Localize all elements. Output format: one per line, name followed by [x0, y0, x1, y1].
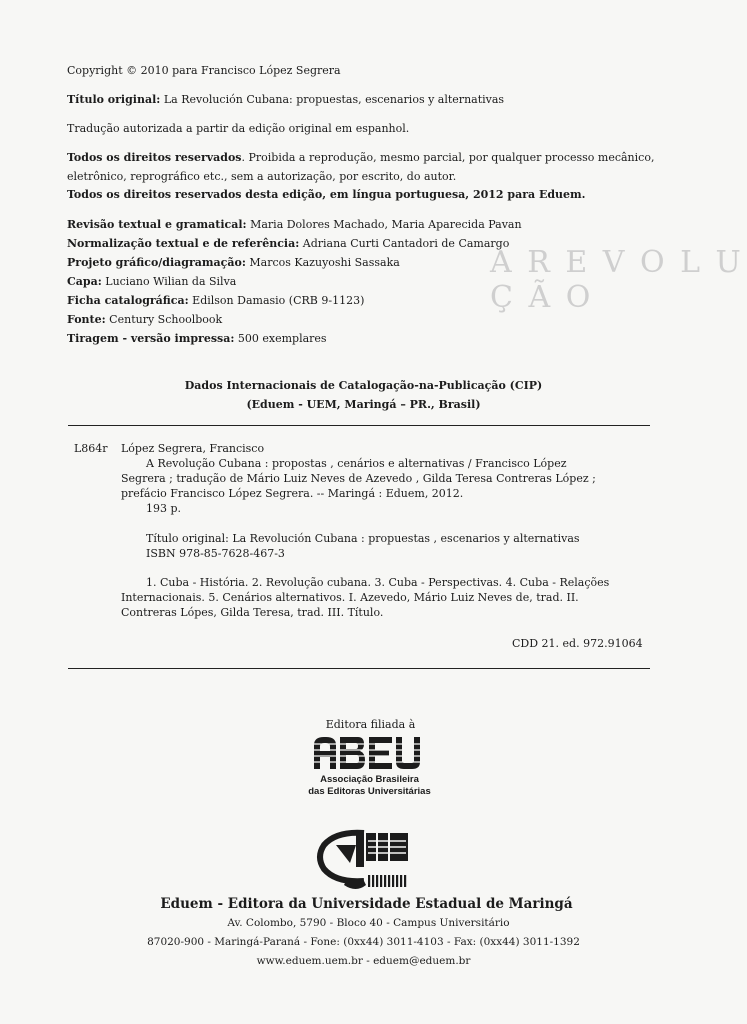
- credit-label: Capa:: [67, 275, 102, 288]
- publisher-web: www.eduem.uem.br - eduem@eduem.br: [256, 955, 471, 967]
- cip-entry-line: Segrera ; tradução de Mário Luiz Neves de Azevedo , Gilda Teresa Contreras López ;: [121, 472, 596, 485]
- credit-label: Normalização textual e de referência:: [67, 237, 300, 250]
- cip-top-rule: [68, 425, 650, 426]
- credit-normalization: [67, 234, 667, 253]
- rights-line-2: eletrônico, reprográfico etc., sem a autorização, por escrito, do autor.: [67, 170, 457, 183]
- cip-note-isbn: ISBN 978-85-7628-467-3: [146, 547, 285, 560]
- cip-header-line-1: Dados Internacionais de Catalogação-na-Publicação (CIP): [184, 379, 543, 392]
- cip-cdd: CDD 21. ed. 972.91064: [512, 637, 643, 650]
- credit-font: [67, 310, 667, 329]
- uem-logo: [316, 827, 416, 893]
- credit-value: Luciano Wilian da Silva: [101, 275, 237, 288]
- cip-call-number: L864r: [74, 442, 108, 455]
- credit-value: Maria Dolores Machado, Maria Aparecida Pavan: [246, 218, 522, 231]
- affiliation-label: Editora filiada à: [325, 718, 416, 731]
- credit-catalog-card: [67, 291, 667, 310]
- credit-value: Century Schoolbook: [105, 313, 223, 326]
- cip-entry-line: prefácio Francisco López Segrera. -- Maringá : Eduem, 2012.: [121, 487, 464, 500]
- copyright-line: Copyright © 2010 para Francisco López Segrera: [67, 64, 341, 77]
- credit-cover: [67, 272, 667, 291]
- credit-value: 500 exemplares: [234, 332, 327, 345]
- rights-line-1: [67, 151, 654, 164]
- original-title-value: La Revolución Cubana: propuestas, escenarios y alternativas: [160, 93, 505, 106]
- rights-line1-rest: . Proibida a reprodução, mesmo parcial, por qualquer processo mecânico,: [241, 151, 655, 164]
- bleed-through-text: A R E V O L U Ç Ã O: [490, 245, 744, 315]
- credit-label: Revisão textual e gramatical:: [67, 218, 247, 231]
- original-title-line: [67, 93, 504, 106]
- cip-entry-line: A Revolução Cubana : propostas , cenários e alternativas / Francisco López: [146, 457, 567, 470]
- cip-bottom-rule: [68, 668, 650, 669]
- original-title-label: Título original:: [67, 93, 161, 106]
- credit-print-run: [67, 329, 667, 348]
- credit-label: Fonte:: [67, 313, 106, 326]
- credit-label: Tiragem - versão impressa:: [67, 332, 235, 345]
- credit-graphic-design: [67, 253, 667, 272]
- credit-revision: [67, 215, 667, 234]
- publisher-contact: 87020-900 - Maringá-Paraná - Fone: (0xx44) 3011-4103 - Fax: (0xx44) 3011-1392: [147, 936, 580, 948]
- cip-header-line-2: (Eduem - UEM, Maringá – PR., Brasil): [246, 398, 481, 411]
- rights-line-3: Todos os direitos reservados desta edição, em língua portuguesa, 2012 para Eduem.: [67, 188, 586, 201]
- cip-pages: 193 p.: [146, 502, 182, 515]
- cip-note-original-title: Título original: La Revolución Cubana : propuestas , escenarios y alternativas: [146, 532, 580, 545]
- abeu-logo: [312, 735, 422, 771]
- publisher-name: Eduem - Editora da Universidade Estadual de Maringá: [160, 896, 573, 912]
- abeu-name-line-2: das Editoras Universitárias: [308, 786, 431, 797]
- credit-label: Ficha catalográfica:: [67, 294, 189, 307]
- cip-subject-line: 1. Cuba - História. 2. Revolução cubana. 3. Cuba - Perspectivas. 4. Cuba - Relações: [146, 576, 610, 589]
- publisher-address: Av. Colombo, 5790 - Bloco 40 - Campus Universitário: [227, 917, 510, 929]
- cip-author: López Segrera, Francisco: [121, 442, 265, 455]
- rights-label: Todos os direitos reservados: [67, 151, 242, 164]
- credit-value: Edilson Damasio (CRB 9-1123): [188, 294, 365, 307]
- translation-note: Tradução autorizada a partir da edição original em espanhol.: [67, 122, 410, 135]
- abeu-name-line-1: Associação Brasileira: [320, 774, 419, 785]
- cip-subject-line: Internacionais. 5. Cenários alternativos. I. Azevedo, Mário Luiz Neves de, trad. II.: [121, 591, 579, 604]
- credit-value: Adriana Curti Cantadori de Camargo: [299, 237, 510, 250]
- cip-subject-line: Contreras Lópes, Gilda Teresa, trad. III. Título.: [121, 606, 384, 619]
- credits-list: [67, 215, 667, 348]
- credit-value: Marcos Kazuyoshi Sassaka: [245, 256, 400, 269]
- credit-label: Projeto gráfico/diagramação:: [67, 256, 246, 269]
